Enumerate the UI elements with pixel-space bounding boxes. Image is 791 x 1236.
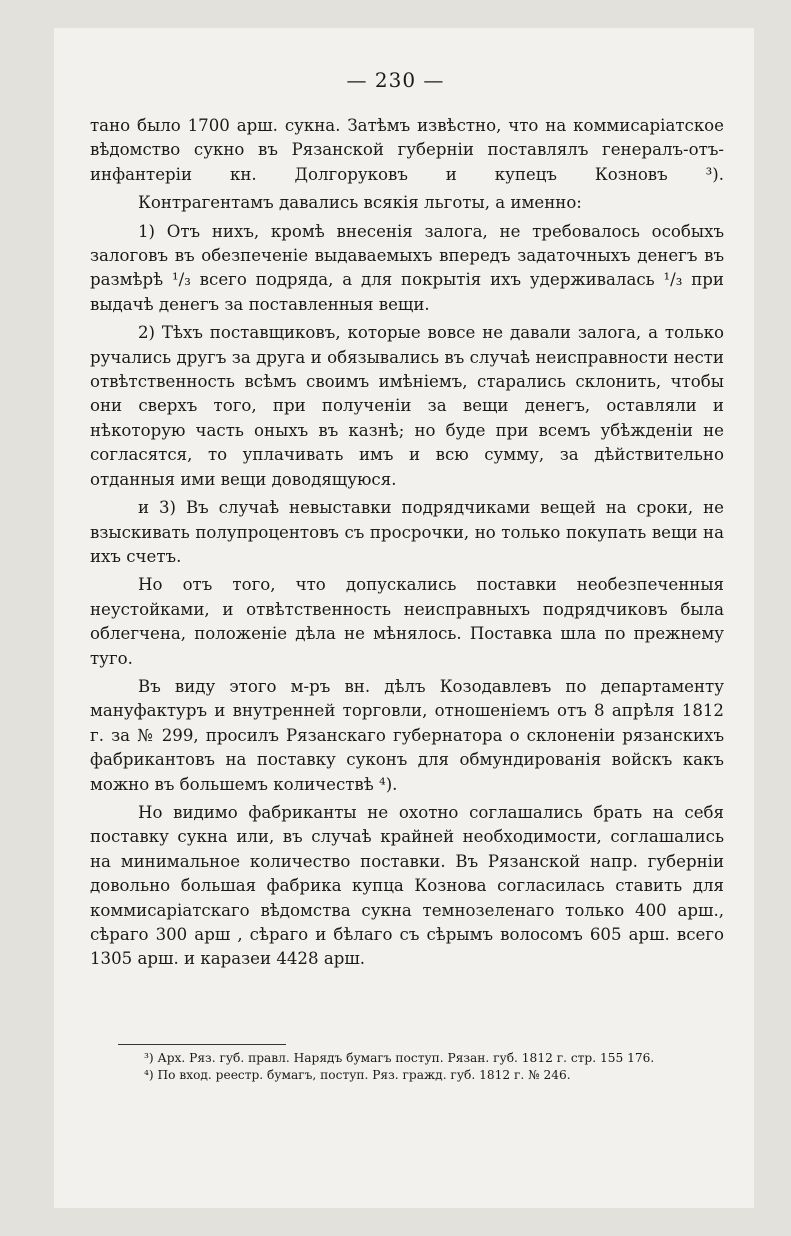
paragraph-2: Контрагентамъ давались всякія льготы, а именно:: [138, 193, 582, 213]
footnote-divider: [118, 1044, 286, 1045]
paragraph-6: Но отъ того, что допускались поставки необезпеченныя неустойками, и отвѣтственность неисправныхъ подрядчиковъ была облегчена, положеніе дѣла не мѣнялось. Поставка шла по прежнему туго.: [90, 575, 724, 668]
footnote-3: ³) Арх. Ряз. губ. правл. Нарядъ бумагъ поступ. Рязан. губ. 1812 г. стр. 155 176.: [144, 1051, 655, 1065]
body-text: [90, 114, 724, 972]
paragraph-5: и 3) Въ случаѣ невыставки подрядчиками вещей на сроки, не взыскивать полупроцентовъ съ просрочки, но только покупать вещи на ихъ счетъ.: [90, 498, 724, 566]
paragraph-1: тано было 1700 арш. сукна. Затѣмъ извѣстно, что на коммисаріатское вѣдомство сукно въ Рязанской губерніи поставлялъ генералъ-отъ-инфантеріи кн. Долгоруковъ и купецъ Козновъ ³).: [90, 116, 724, 184]
paragraph-4: 2) Тѣхъ поставщиковъ, которые вовсе не давали залога, а только ручались другъ за друга и обязывались въ случаѣ неисправности нести отвѣтственность всѣмъ своимъ имѣніемъ, старались склонить, чтобы они сверхъ того, при полученіи за вещи денегъ, оставляли и нѣкоторую часть оныхъ въ казнѣ; но буде при всемъ убѣжденіи не согласятся, то уплачивать имъ и всю сумму, за дѣйствительно отданныя ими вещи доводящуюся.: [90, 323, 724, 489]
page-number: — 230 —: [346, 68, 445, 92]
footnotes: [90, 1050, 724, 1084]
footnote-4: ⁴) По вход. реестр. бумагъ, поступ. Ряз. гражд. губ. 1812 г. № 246.: [144, 1068, 571, 1082]
paragraph-3: 1) Отъ нихъ, кромѣ внесенія залога, не требовалось особыхъ залоговъ въ обезпеченіе выдаваемыхъ впередъ задаточныхъ денегъ въ размѣрѣ ¹/₃ всего подряда, а для покрытія ихъ удерживалась ¹/₃ при выдачѣ денегъ за поставленныя вещи.: [90, 221, 724, 314]
paragraph-7: Въ виду этого м-ръ вн. дѣлъ Козодавлевъ по департаменту мануфактуръ и внутренней торговли, отношеніемъ отъ 8 апрѣля 1812 г. за № 299, просилъ Рязанскаго губернатора о склоненіи рязанскихъ фабрикантовъ на поставку суконъ для обмундированія войскъ какъ можно въ большемъ количествѣ ⁴).: [90, 676, 724, 794]
paragraph-8: Но видимо фабриканты не охотно соглашались брать на себя поставку сукна или, въ случаѣ крайней необходимости, соглашались на минимальное количество поставки. Въ Рязанской напр. губерніи довольно большая фабрика купца Кознова согласилась ставить для коммисаріатскаго вѣдомства сукна темнозеленаго только 400 арш., сѣраго 300 арш , сѣраго и бѣлаго съ сѣрымъ волосомъ 605 арш. всего 1305 арш. и каразеи 4428 арш.: [90, 802, 724, 969]
